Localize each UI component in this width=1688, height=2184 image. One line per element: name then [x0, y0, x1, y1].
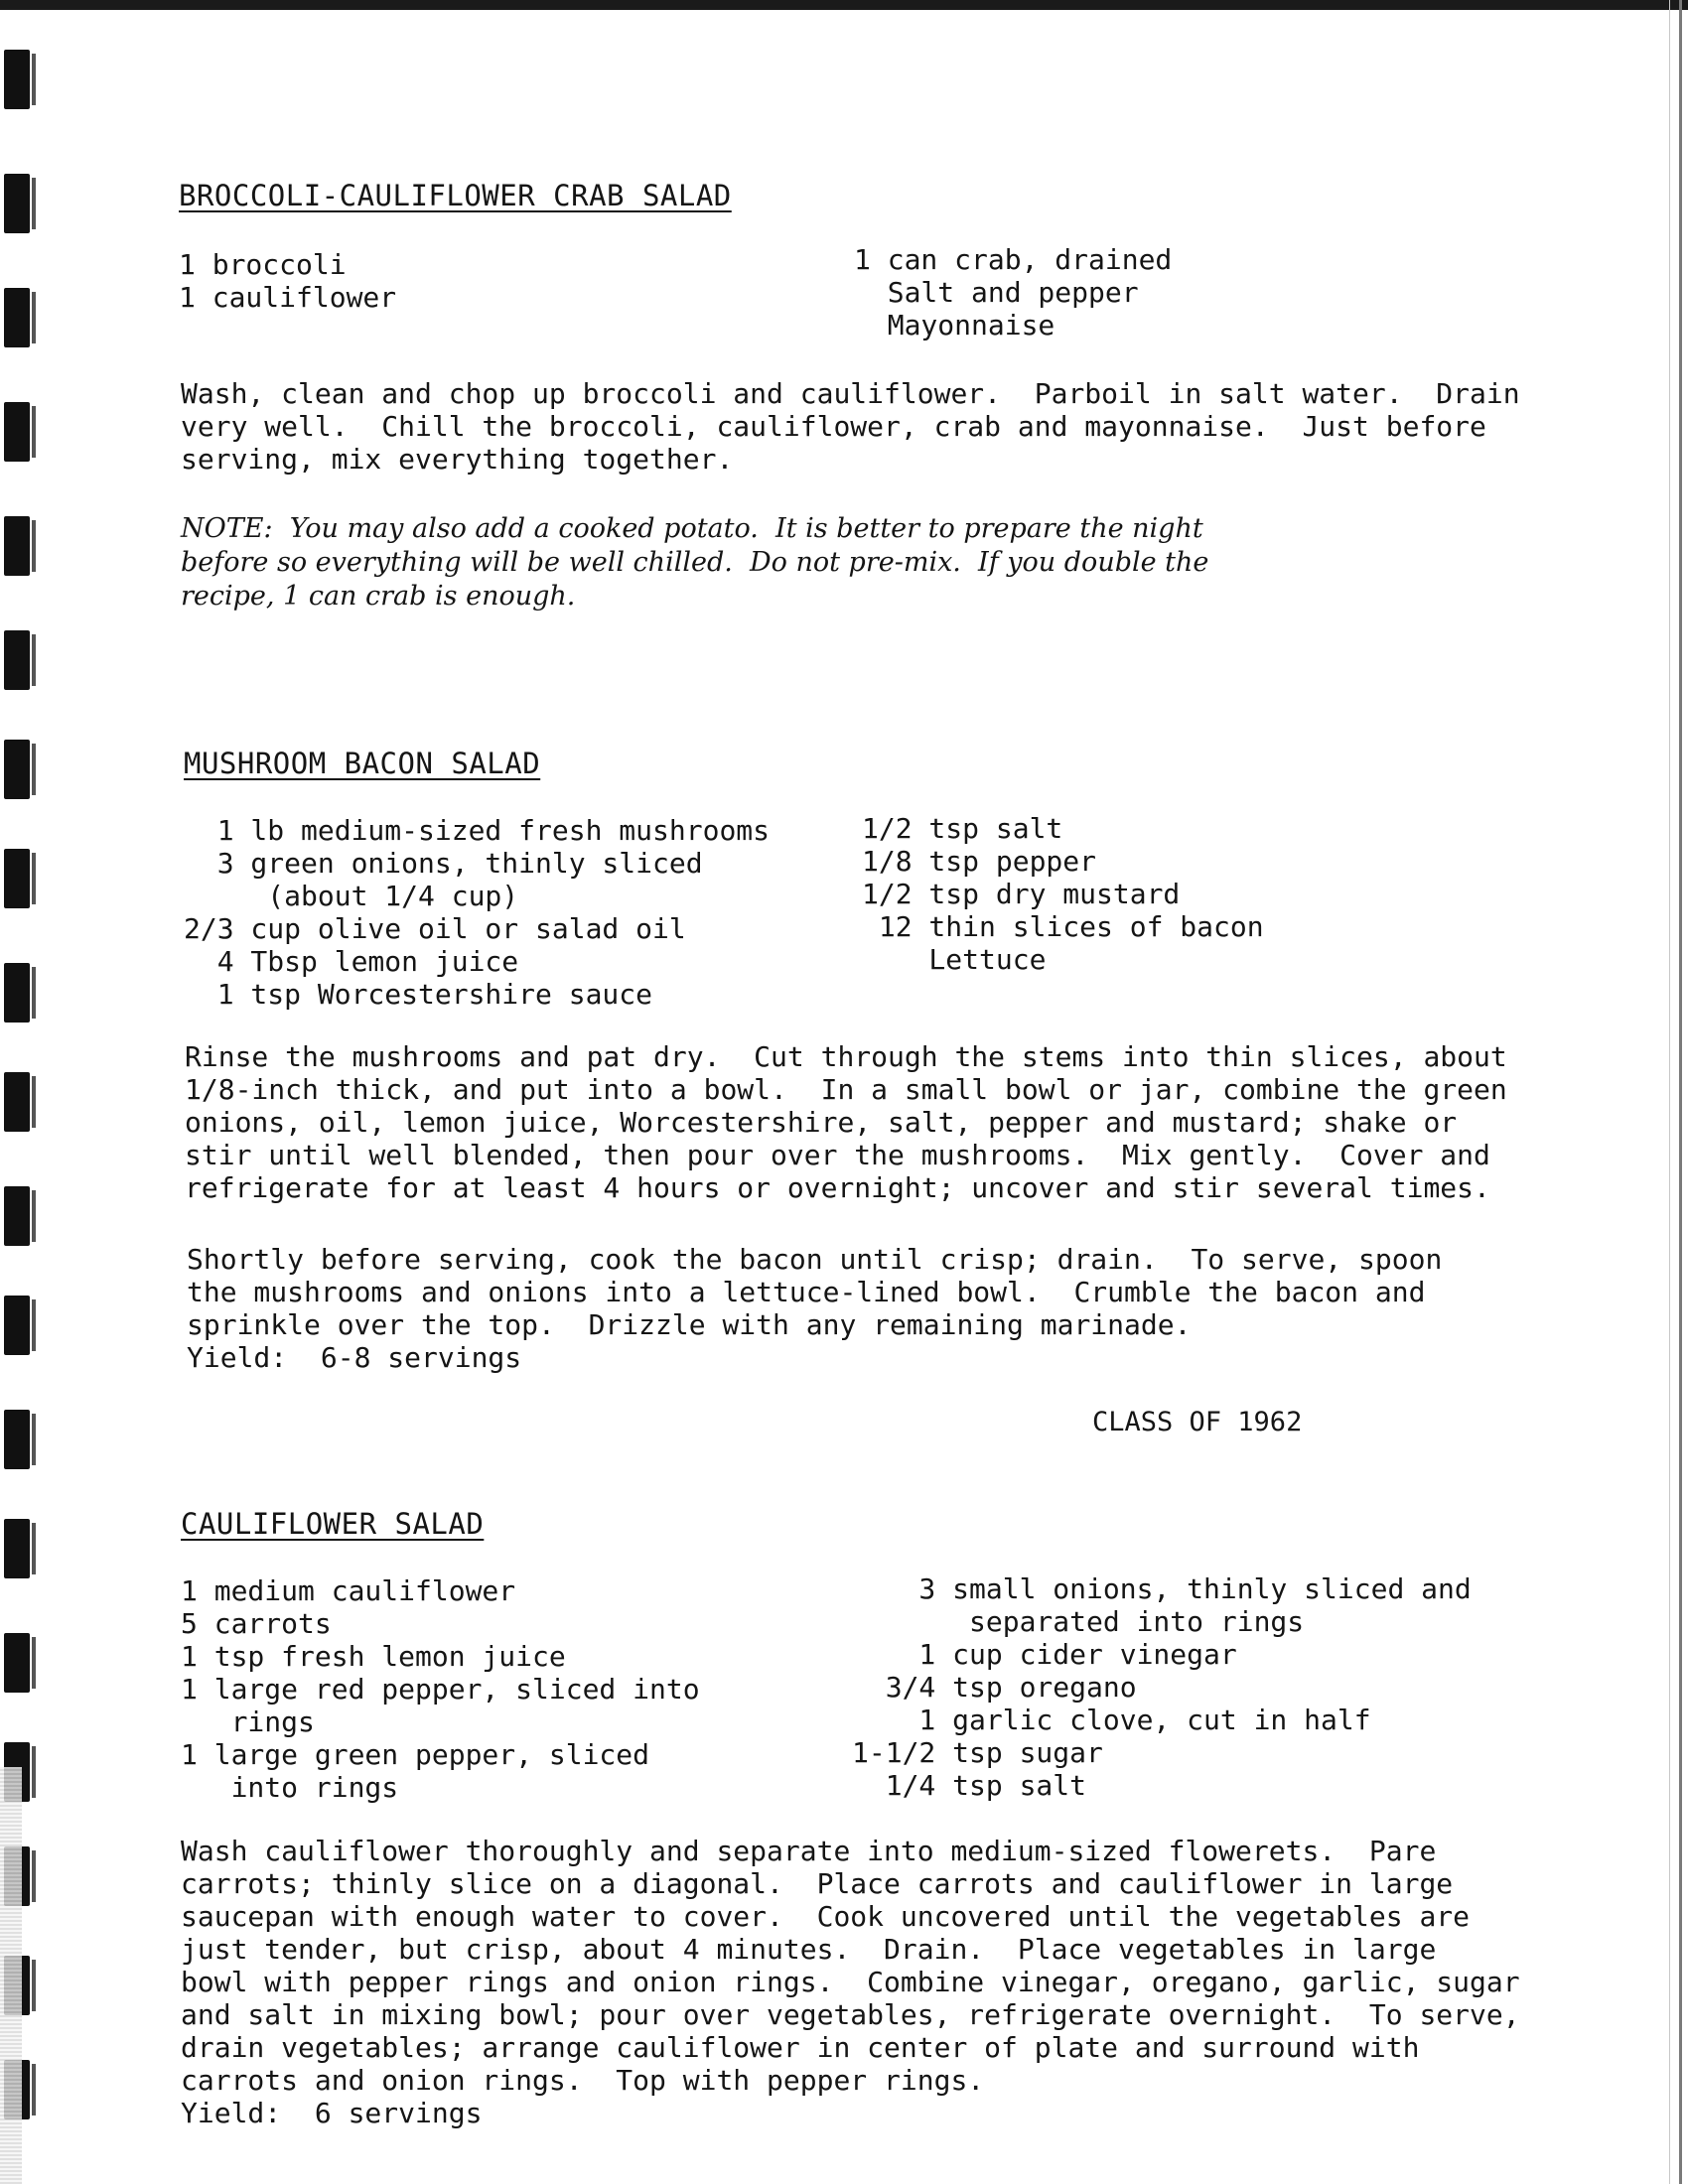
binding-hole — [4, 849, 30, 908]
binding-hole — [4, 50, 30, 109]
binding-hole — [4, 516, 30, 576]
ingredient: 4 Tbsp lemon juice — [184, 945, 519, 978]
ingredient: 1 large green pepper, sliced — [181, 1738, 650, 1771]
ingredient: 1-1/2 tsp sugar — [852, 1736, 1103, 1769]
recipe-title: CAULIFLOWER SALAD — [181, 1507, 485, 1541]
directions-line: bowl with pepper rings and onion rings. Combine vinegar, oregano, garlic, sugar — [181, 1966, 1520, 1998]
class-credit: CLASS OF 1962 — [1092, 1407, 1303, 1437]
ingredient: 1 cauliflower — [179, 281, 397, 314]
ingredient: 1/4 tsp salt — [852, 1769, 1087, 1802]
binding-hole — [4, 1410, 30, 1469]
note-line: before so everything will be well chilled. Do not pre-mix. If you double the — [181, 547, 1209, 578]
ingredient: (about 1/4 cup) — [184, 880, 519, 912]
ingredient: 1 large red pepper, sliced into — [181, 1673, 700, 1706]
ingredient: 5 carrots — [181, 1607, 332, 1640]
ingredient: 1 cup cider vinegar — [852, 1638, 1237, 1671]
directions-line: sprinkle over the top. Drizzle with any remaining marinade. — [187, 1308, 1192, 1341]
binding-hole — [4, 1072, 30, 1132]
binding-hole — [4, 1519, 30, 1578]
ingredient: Mayonnaise — [854, 309, 1055, 341]
ingredient: 1 garlic clove, cut in half — [852, 1704, 1371, 1736]
ingredient: 1 tsp fresh lemon juice — [181, 1640, 566, 1673]
page-top-edge — [0, 0, 1688, 10]
ingredient: into rings — [181, 1771, 399, 1804]
ingredient: 3 small onions, thinly sliced and — [852, 1572, 1472, 1605]
binding-hole — [4, 1296, 30, 1355]
recipe-yield: Yield: 6-8 servings — [187, 1341, 522, 1374]
ingredient: 1/8 tsp pepper — [862, 845, 1097, 878]
ingredient: Salt and pepper — [854, 276, 1139, 309]
binding-shadow — [0, 1767, 22, 2184]
ingredients-left — [181, 1574, 700, 1804]
binding-hole — [4, 288, 30, 347]
ingredient: 12 thin slices of bacon — [862, 910, 1264, 943]
ingredient: 1 medium cauliflower — [181, 1574, 516, 1607]
directions-line: onions, oil, lemon juice, Worcestershire, salt, pepper and mustard; shake or — [185, 1106, 1458, 1139]
directions — [181, 377, 1520, 476]
ingredient: rings — [181, 1706, 315, 1738]
directions-line: refrigerate for at least 4 hours or overnight; uncover and stir several times. — [185, 1171, 1490, 1204]
ingredient: 1/2 tsp salt — [862, 812, 1063, 845]
ingredient: 2/3 cup olive oil or salad oil — [184, 912, 686, 945]
directions-line: stir until well blended, then pour over the mushrooms. Mix gently. Cover and — [185, 1139, 1490, 1171]
binding-hole — [4, 1186, 30, 1246]
page-right-edge — [1679, 0, 1682, 2184]
ingredient: 3/4 tsp oregano — [852, 1671, 1137, 1704]
directions-line: drain vegetables; arrange cauliflower in center of plate and surround with — [181, 2031, 1420, 2064]
directions-line: 1/8-inch thick, and put into a bowl. In a small bowl or jar, combine the green — [185, 1073, 1507, 1106]
recipe-note — [181, 512, 1208, 614]
directions-line: carrots and onion rings. Top with pepper rings. — [181, 2064, 985, 2097]
directions-continued — [187, 1243, 1442, 1374]
directions-line: just tender, but crisp, about 4 minutes. Drain. Place vegetables in large — [181, 1933, 1437, 1966]
ingredients-right — [852, 1572, 1472, 1802]
binding-hole — [4, 963, 30, 1023]
spiral-binding — [0, 0, 50, 2184]
ingredient: 1 tsp Worcestershire sauce — [184, 978, 653, 1011]
binding-hole — [4, 174, 30, 233]
recipe-title: MUSHROOM BACON SALAD — [184, 747, 541, 780]
binding-hole — [4, 402, 30, 462]
ingredients-left — [179, 248, 396, 314]
recipe-yield: Yield: 6 servings — [181, 2097, 483, 2129]
directions — [185, 1040, 1507, 1204]
ingredient: Lettuce — [862, 943, 1047, 976]
ingredient: 1 broccoli — [179, 248, 347, 281]
ingredients-right — [862, 812, 1264, 976]
directions-line: serving, mix everything together. — [181, 443, 734, 476]
page-right-edge-line — [1669, 0, 1670, 2184]
directions-line: Rinse the mushrooms and pat dry. Cut through the stems into thin slices, about — [185, 1040, 1507, 1073]
binding-hole — [4, 740, 30, 799]
directions-line: saucepan with enough water to cover. Cook uncovered until the vegetables are — [181, 1900, 1471, 1933]
ingredient: 1 can crab, drained — [854, 243, 1173, 276]
ingredient: 1/2 tsp dry mustard — [862, 878, 1181, 910]
ingredient: separated into rings — [852, 1605, 1305, 1638]
directions-line: Wash, clean and chop up broccoli and cauliflower. Parboil in salt water. Drain — [181, 377, 1520, 410]
directions-line: Shortly before serving, cook the bacon until crisp; drain. To serve, spoon — [187, 1243, 1443, 1276]
directions-line: and salt in mixing bowl; pour over vegetables, refrigerate overnight. To serve, — [181, 1998, 1520, 2031]
directions-line: carrots; thinly slice on a diagonal. Place carrots and cauliflower in large — [181, 1867, 1454, 1900]
ingredients-left — [184, 814, 770, 1011]
directions — [181, 1835, 1520, 2129]
directions-line: the mushrooms and onions into a lettuce-lined bowl. Crumble the bacon and — [187, 1276, 1426, 1308]
recipe-title: BROCCOLI-CAULIFLOWER CRAB SALAD — [179, 179, 732, 212]
binding-hole — [4, 1633, 30, 1693]
ingredient: 1 lb medium-sized fresh mushrooms — [184, 814, 771, 847]
binding-hole — [4, 630, 30, 690]
directions-line: very well. Chill the broccoli, cauliflower, crab and mayonnaise. Just before — [181, 410, 1486, 443]
directions-line: Wash cauliflower thoroughly and separate into medium-sized flowerets. Pare — [181, 1835, 1437, 1867]
note-line: NOTE: You may also add a cooked potato. It is better to prepare the night — [181, 513, 1203, 544]
note-line: recipe, 1 can crab is enough. — [181, 581, 576, 612]
ingredient: 3 green onions, thinly sliced — [184, 847, 703, 880]
ingredients-right — [854, 243, 1172, 341]
